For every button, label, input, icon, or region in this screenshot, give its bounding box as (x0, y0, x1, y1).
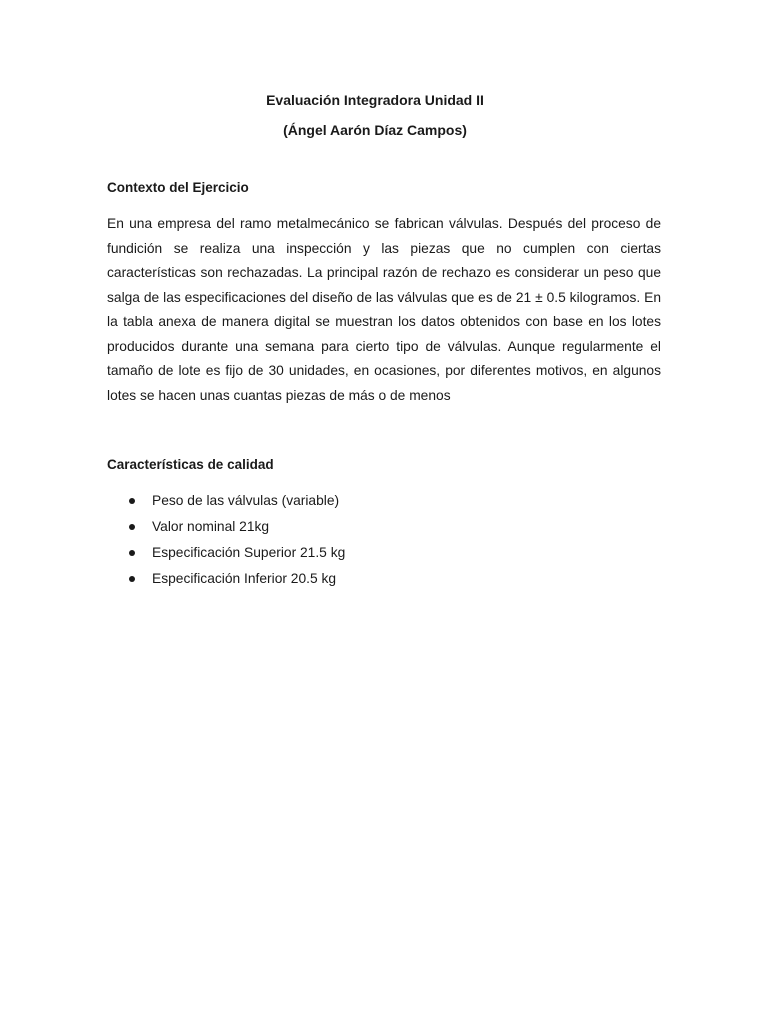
list-item (107, 566, 607, 592)
quality-list (107, 488, 607, 592)
list-item-text: Peso de las válvulas (variable) (152, 493, 340, 508)
context-paragraph: En una empresa del ramo metalmecánico se fabrican válvulas. Después del proceso de fundición se realiza una inspección y las piezas que no cumplen con ciertas características son rechazadas. La principal razón de rechazo es considerar un peso que salga de las especificaciones del diseño de las válvulas que es de 21 ± 0.5 kilogramos. En la tabla anexa de manera digital se muestran los datos obtenidos con base en los lotes producidos durante una semana para cierto tipo de válvulas. Aunque regularmente el tamaño de lote es fijo de 30 unidades, en ocasiones, por diferentes motivos, en algunos lotes se hacen unas cuantas piezas de más o de menos (107, 216, 661, 403)
list-item (107, 514, 607, 540)
context-heading: Contexto del Ejercicio (107, 180, 249, 195)
quality-heading: Características de calidad (107, 457, 274, 472)
document-title: Evaluación Integradora Unidad II (266, 92, 484, 108)
bullet-icon (129, 524, 135, 530)
document-author: (Ángel Aarón Díaz Campos) (283, 122, 467, 138)
list-item (107, 540, 607, 566)
bullet-icon (129, 576, 135, 582)
list-item-text: Especificación Superior 21.5 kg (152, 545, 346, 560)
list-item-text: Especificación Inferior 20.5 kg (152, 571, 337, 586)
bullet-icon (129, 498, 135, 504)
list-item (107, 488, 607, 514)
list-item-text: Valor nominal 21kg (152, 519, 270, 534)
bullet-icon (129, 550, 135, 556)
